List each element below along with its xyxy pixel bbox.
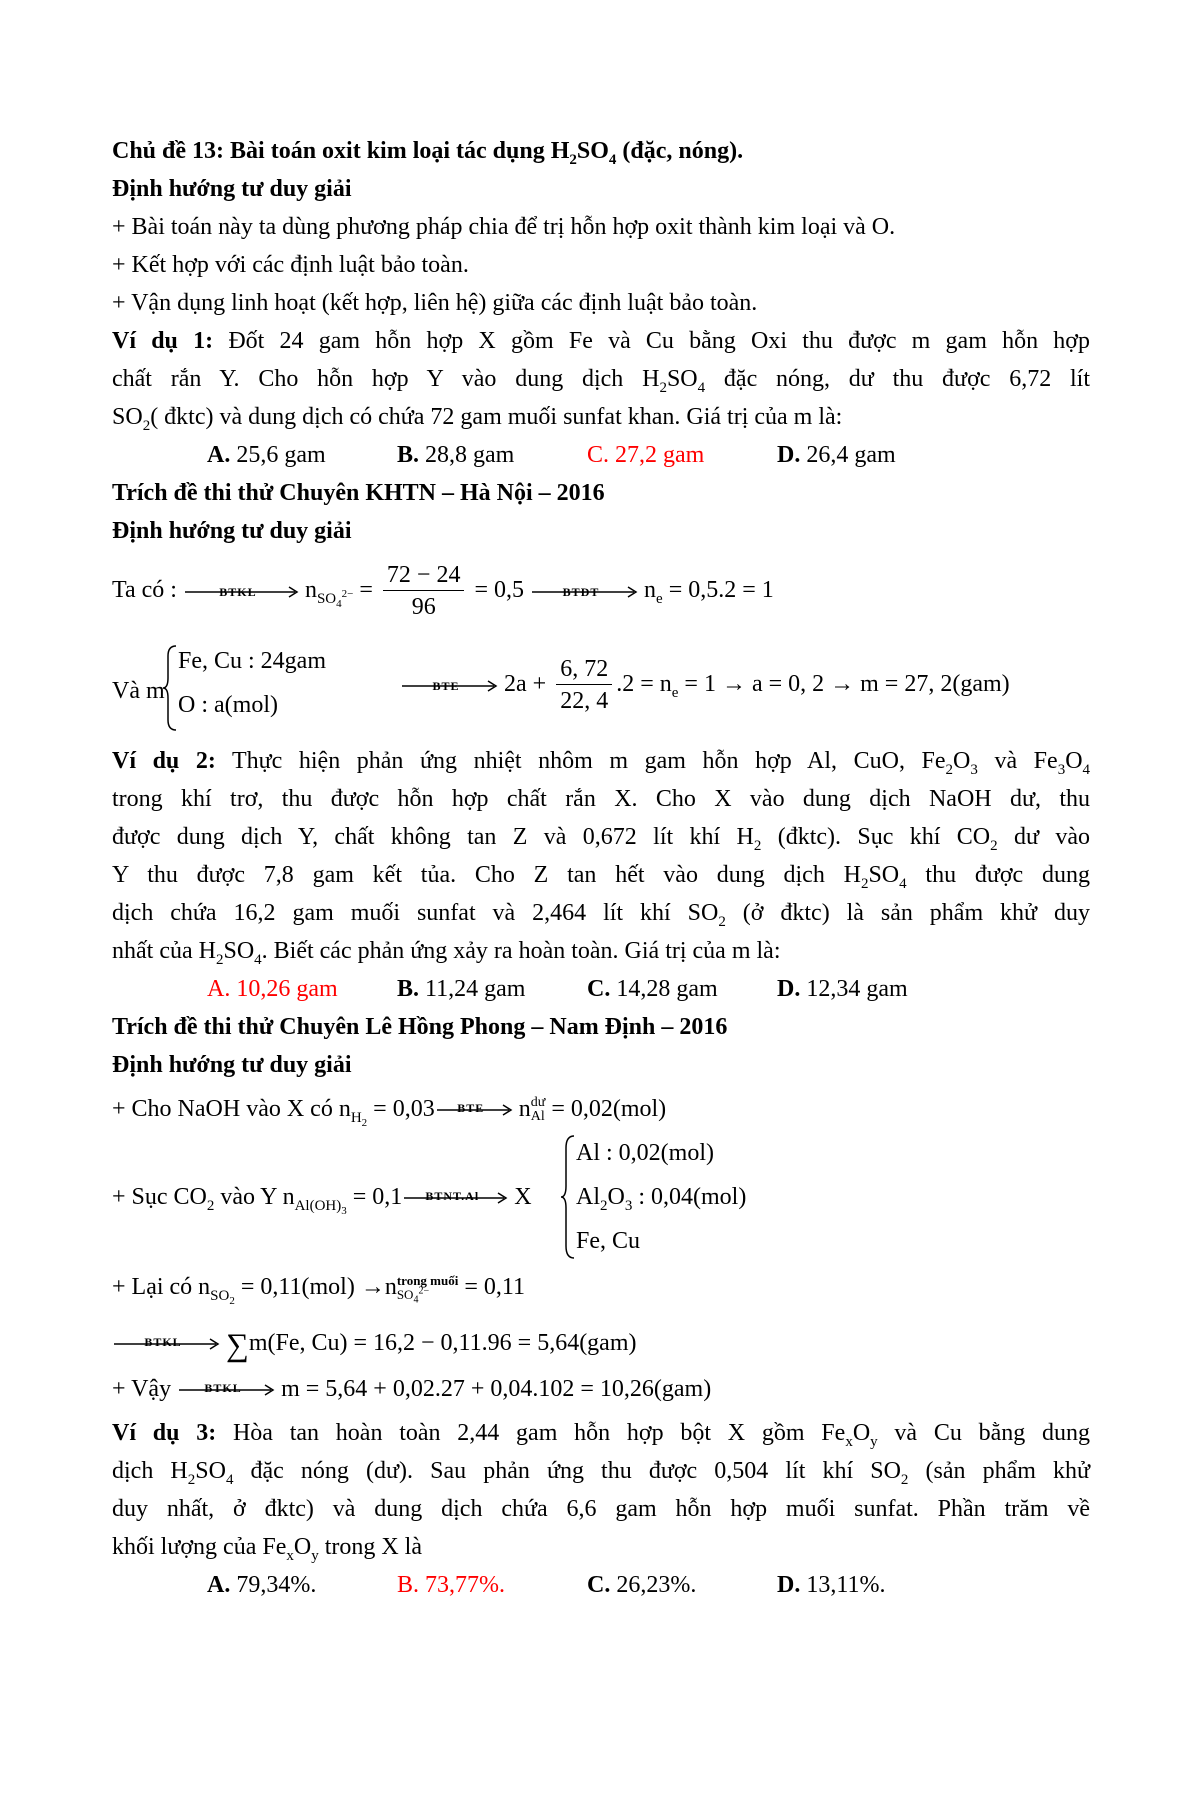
arrow-btnt-al: BTNT.Al	[404, 1192, 512, 1204]
option-a-correct: A. 10,26 gam	[207, 976, 338, 1002]
source-note: Trích đề thi thử Chuyên Lê Hồng Phong – Nam Định – 2016	[112, 1014, 728, 1040]
option-a: A. 25,6 gam	[207, 442, 326, 468]
arrow-btkl: BTKL	[114, 1338, 224, 1350]
arrow-btkl: BTKL	[185, 586, 303, 598]
option-c: C. 14,28 gam	[587, 976, 718, 1002]
system-row: Fe, Cu : 24gam	[178, 648, 326, 674]
example-3-text: duy nhất, ở đktc) và dung dịch chứa 6,6 gam hỗn hợp muối sunfat. Phần trăm về	[112, 1496, 1090, 1522]
source-note: Trích đề thi thử Chuyên KHTN – Hà Nội – 2016	[112, 480, 605, 506]
left-brace	[560, 1134, 576, 1260]
arrow-bte: BTE	[437, 1104, 517, 1116]
section-heading: Định hướng tư duy giải	[112, 1052, 352, 1078]
solution-1-bte: BTE 2a + $\frac{6, 72}{22, 4}$ $.2 = n_e = 1 \to a = 0$, 2 → m = 27, 2(gam)	[400, 654, 1010, 717]
example-3-text: khối lượng của $Fe_xO_y$ trong X là	[112, 1534, 422, 1564]
example-2-text: được dung dịch Y, chất không tan Z và 0,672 lít khí $H_2$ (đktc). Sục khí $CO_2$ dư vào	[112, 824, 1090, 854]
solution-2-step: + Cho NaOH vào X có $n_{H_2} = 0,03$ BTE n dư Al = 0,02(mol)	[112, 1095, 667, 1129]
option-d: D. 26,4 gam	[777, 442, 896, 468]
system-row: Al : 0,02(mol)	[576, 1140, 714, 1166]
system-row: Fe, Cu	[576, 1228, 641, 1254]
arrow-btkl: BTKL	[179, 1384, 279, 1396]
option-d: D. 12,34 gam	[777, 976, 908, 1002]
section-heading: Định hướng tư duy giải	[112, 176, 352, 202]
intro-line: + Vận dụng linh hoạt (kết hợp, liên hệ) giữa các định luật bảo toàn.	[112, 290, 758, 316]
option-c: C. 26,23%.	[587, 1572, 697, 1598]
option-b-correct: B. 73,77%.	[397, 1572, 506, 1598]
option-c-correct: C. 27,2 gam	[587, 442, 705, 468]
solution-2-step: BTKL ∑m(Fe, Cu) = 16,2 − 0,11.96 = 5,64(gam)	[112, 1328, 637, 1359]
example-1-text: Ví dụ 1: Đốt 24 gam hỗn hợp X gồm Fe và Cu bằng Oxi thu được m gam hỗn hợp	[112, 328, 1091, 354]
solution-2-step: + Vậy BTKL m = 5,64 + 0,02.27 + 0,04.102 = 10,26(gam)	[112, 1376, 712, 1402]
option-b: B. 28,8 gam	[397, 442, 515, 468]
solution-2-step: + Lại có $n_{SO_2} = 0,11(mol) \to n$ trong muối $SO_4^{2-}$ = 0,11	[112, 1273, 525, 1307]
option-b: B. 11,24 gam	[397, 976, 526, 1002]
example-2-text: trong khí trơ, thu được hỗn hợp chất rắn X. Cho X vào dung dịch NaOH dư, thu	[112, 786, 1090, 812]
example-2-text: nhất của $H_2SO_4$. Biết các phản ứng xảy ra hoàn toàn. Giá trị của m là:	[112, 938, 781, 968]
example-3-text: dịch $H_2SO_4$ đặc nóng (dư). Sau phản ứng thu được 0,504 lít khí $SO_2$ (sản phẩm khử	[112, 1458, 1091, 1488]
example-2-text: Ví dụ 2: Thực hiện phản ứng nhiệt nhôm m gam hỗn hợp Al, CuO, $Fe_2O_3$ và $Fe_3O_4$	[112, 748, 1091, 778]
intro-line: + Bài toán này ta dùng phương pháp chia để trị hỗn hợp oxit thành kim loại và O.	[112, 214, 896, 240]
example-2-text: Y thu được 7,8 gam kết tủa. Cho Z tan hết vào dung dịch $H_2SO_4$ thu được dung	[112, 862, 1090, 892]
left-brace	[162, 644, 178, 732]
solution-2-step: + Sục $CO_2$ vào Y $n_{Al(OH)_3} = 0,1$ BTNT.Al X	[112, 1184, 532, 1217]
section-heading: Định hướng tư duy giải	[112, 518, 352, 544]
option-a: A. 79,34%.	[207, 1572, 317, 1598]
arrow-bte: BTE	[402, 680, 502, 692]
intro-line: + Kết hợp với các định luật bảo toàn.	[112, 252, 469, 278]
example-1-text: chất rắn Y. Cho hỗn hợp Y vào dung dịch $H_2SO_4$ đặc nóng, dư thu được 6,72 lít	[112, 366, 1090, 396]
system-row: $Al_2O_3$ : 0,04(mol)	[576, 1184, 747, 1214]
example-1-text: $SO_2$( đktc) và dung dịch có chứa 72 gam muối sunfat khan. Giá trị của m là:	[112, 404, 843, 434]
example-3-text: Ví dụ 3: Hòa tan hoàn toàn 2,44 gam hỗn hợp bột X gồm $Fe_xO_y$ và Cu bằng dung	[112, 1420, 1091, 1450]
option-d: D. 13,11%.	[777, 1572, 886, 1598]
topic-title: Chủ đề 13: Bài toán oxit kim loại tác dụng $H_2SO_4$ (đặc, nóng).	[112, 138, 744, 168]
example-2-text: dịch chứa 16,2 gam muối sunfat và 2,464 lít khí $SO_2$ (ở đktc) là sản phẩm khử duy	[112, 900, 1090, 930]
solution-1-system: Và m	[112, 678, 165, 704]
arrow-btdt: BTĐT	[532, 586, 642, 598]
system-row: O : a(mol)	[178, 692, 278, 718]
solution-1-equation: Ta có : BTKL $n_{SO_4^{2-}}$ = $\frac{72 - 24}{96}$ = 0,5 BTĐT $n_e = 0,5.2 = 1$	[112, 562, 774, 620]
